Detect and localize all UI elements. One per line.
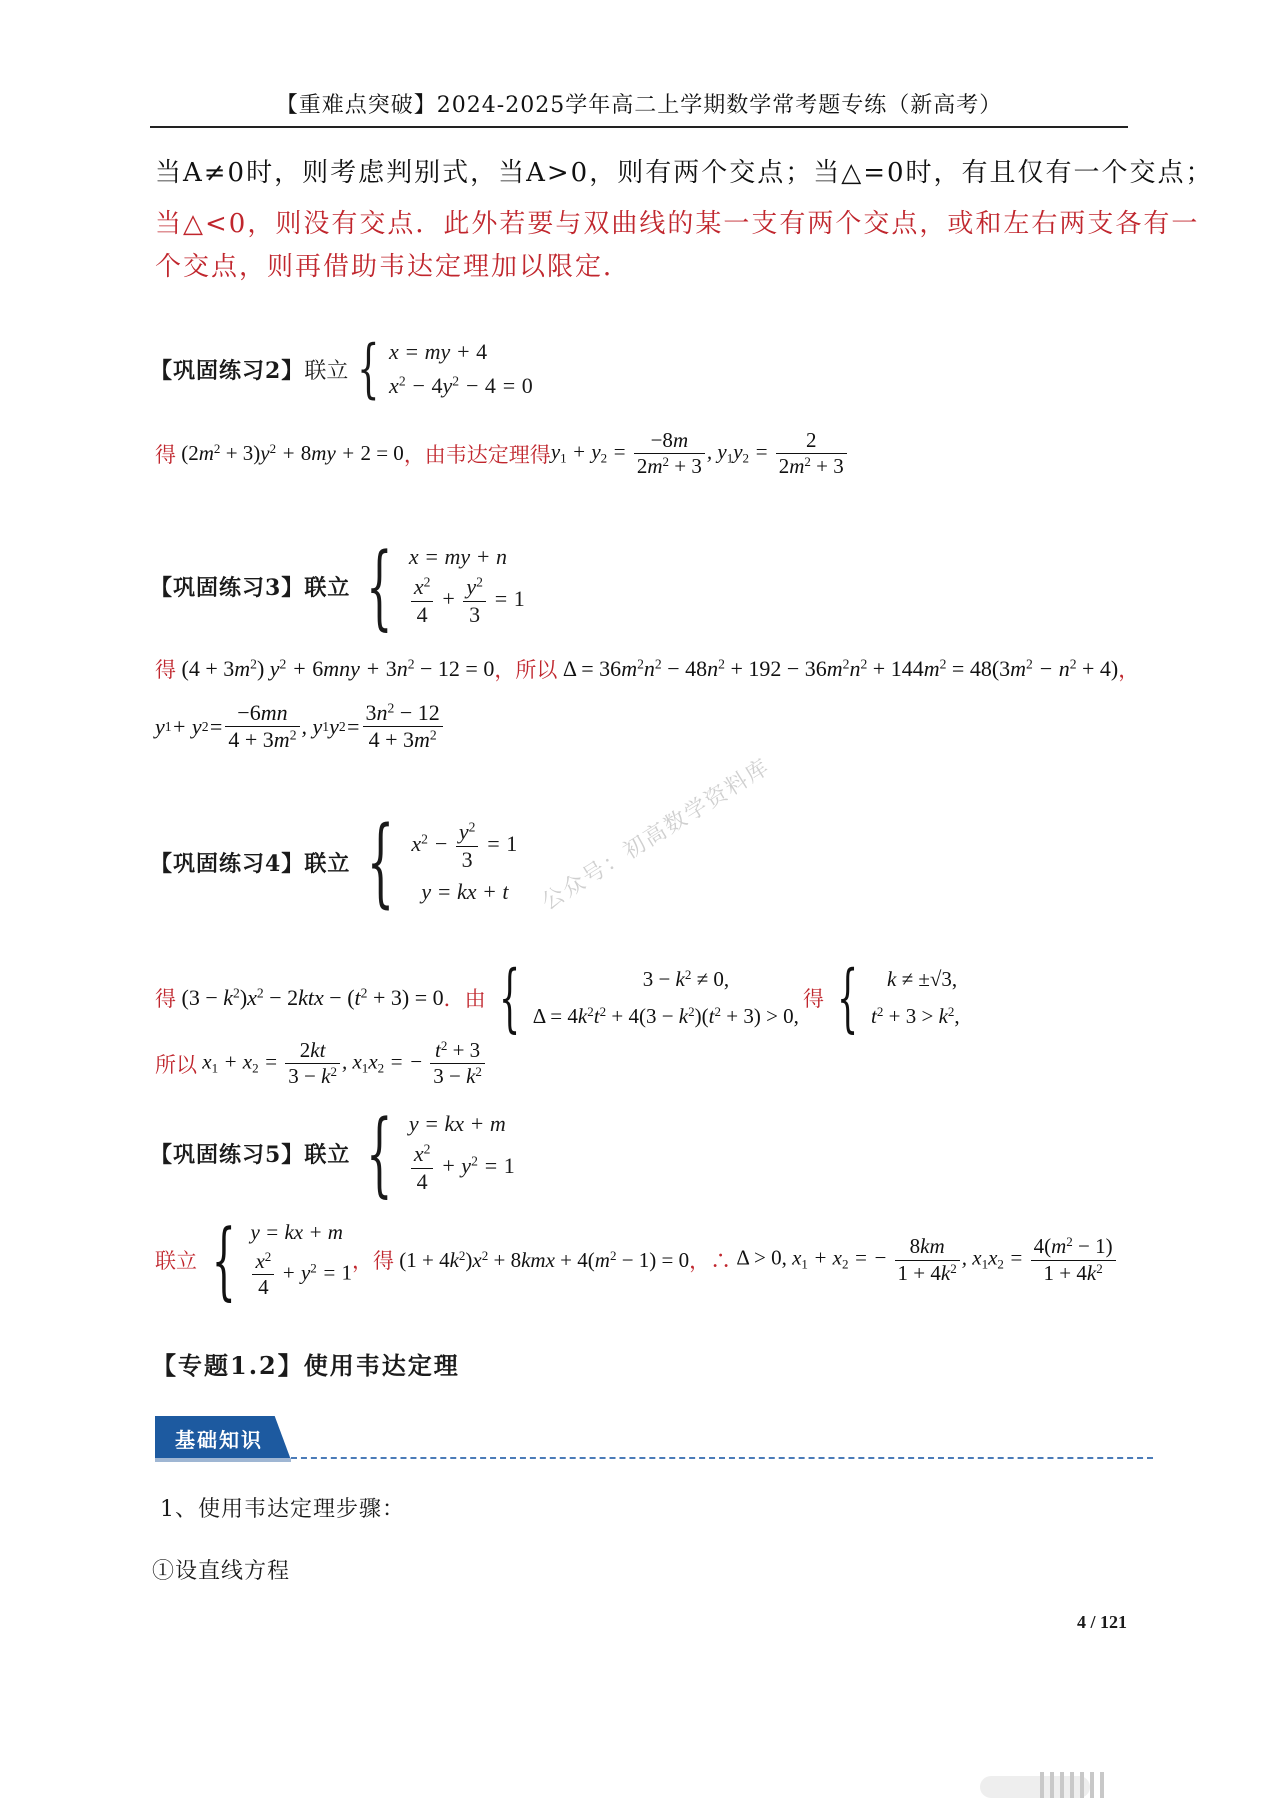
brace-icon: { — [367, 806, 395, 918]
dashed-divider — [291, 1457, 1153, 1459]
quadratic-eq: $(4 + 3m^2)$ $y^2 + 6mny + 3n^2 - 12 = 0$ — [181, 656, 495, 681]
de-text-2: 得 — [802, 987, 824, 1011]
intro-line-3: 个交点，则再借助韦达定理加以限定． — [155, 252, 632, 282]
suoyi-text: 所以 — [155, 1052, 197, 1077]
result-system: k ≠ ±√3, $t^2 + 3 > k^2$, — [871, 967, 960, 1028]
step-heading: 1、使用韦达定理步骤： — [160, 1497, 405, 1522]
lianli-text: 联立 — [155, 1249, 197, 1273]
page-number: 4 / 121 — [1076, 1612, 1127, 1632]
condition-system: $3 - k^2 \ne 0$, $\Delta = 4k^2t^2 + 4(3 - k^2)(t^2 + 3) > 0$, — [532, 966, 799, 1028]
brace-icon: { — [836, 955, 859, 1041]
exercise-4-vieta — [155, 1038, 487, 1089]
exercise-5-label: 【巩固练习5】 — [150, 1141, 305, 1168]
discriminant: $\Delta = 36m^2n^2 - 48n^2 + 192 - 36m^2n^2 + 144m^2 = 48(3m^2 - n^2 + 4)$ — [562, 656, 1119, 681]
intro-line-2: 当△<0，则没有交点．此外若要与双曲线的某一支有两个交点，或和左右两支各有一 — [155, 209, 1200, 239]
brace-icon: { — [366, 532, 393, 640]
exercise-3-label: 【巩固练习3】 — [150, 574, 305, 601]
system-equations: x = my + n $\frac{x^2}{4}$ + $\frac{y^2}{3}$ = 1 — [408, 544, 525, 627]
intro-line-1: 当A≠0时，则考虑判别式，当A>0，则有两个交点；当△=0时，有且仅有一个交点； — [155, 158, 1214, 188]
de-text: ，得 — [351, 1249, 394, 1273]
exercise-3-lianli: 联立 — [304, 574, 351, 601]
brace-icon: { — [366, 1099, 393, 1207]
exercise-4-label: 【巩固练习4】 — [150, 850, 305, 877]
step-1: ①设直线方程 — [152, 1559, 291, 1584]
exercise-5-system — [150, 1098, 515, 1208]
watermark: 公众号：初高数学资料库 — [537, 754, 775, 916]
exercise-3-system — [150, 530, 525, 642]
system-equations: $x^2$ − $\frac{y^2}{3}$ = 1 y = kx + t — [411, 819, 518, 904]
brace-icon: { — [211, 1211, 236, 1309]
header-rule — [150, 126, 1128, 128]
exercise-5-lianli: 联立 — [304, 1141, 351, 1168]
system-equations: y = kx + m $\frac{x^2}{4}$ + $y^2 = 1$ — [250, 1219, 352, 1299]
section-title: 【专题1.2】使用韦达定理 — [152, 1351, 460, 1380]
exercise-4-system — [150, 806, 517, 918]
exercise-4-lianli: 联立 — [304, 850, 351, 877]
de-text: 得 — [155, 442, 176, 467]
logo-bars-icon — [1040, 1772, 1104, 1798]
exercise-2-system — [150, 330, 533, 408]
brace-icon: { — [498, 955, 520, 1041]
quadratic-eq: $(2m^2 + 3)y^2 + 8my + 2 = 0$ — [181, 441, 404, 466]
tab-shadow — [155, 1458, 291, 1462]
system-equations: y = kx + m $\frac{x^2}{4}$ + $y^2 = 1$ — [408, 1111, 515, 1194]
quadratic-eq: $(3 - k^2)x^2 - 2ktx - (t^2 + 3) = 0$ — [181, 985, 444, 1010]
de-text: 得 — [155, 658, 176, 682]
de-text: 得 — [155, 987, 176, 1011]
system-equations: x = my + 4 $x^2 - 4y^2 - 4 = 0$ — [389, 339, 533, 398]
vieta-formulas: $y_1 + y_2$ = $\frac{-8m}{2m^2 + 3}$ , $y_1y_2$ = $\frac{2}{2m^2 + 3}$ — [551, 428, 849, 479]
vieta-text: ，由韦达定理得 — [403, 442, 551, 467]
section-tab-label: 基础知识 — [175, 1428, 263, 1452]
page-header: 【重难点突破】2024-2025学年高二上学期数学常考题专练（新高考） — [275, 93, 1003, 118]
exercise-4-result: 得 $(3 - k^2)x^2 - 2ktx - (t^2 + 3) = 0$ ． 由 { $3 - k^2 \ne 0$, $\Delta = 4k^2t^2 + 4(3 - k^2)(t^2 + 3) > 0$, 得 { k ≠ ±√3, $t^2 + 3 > k^2$, — [155, 955, 960, 1041]
exercise-3-result: 得 $(4 + 3m^2)$ $y^2 + 6mny + 3n^2 - 12 = 0$ ，所以 $\Delta = 36m^2n^2 - 48n^2 + 192 - 36m^2n^2 + 144m^2 = 48(3m^2 - n^2 + 4)$ ， — [155, 656, 1140, 682]
exercise-5-result — [155, 1210, 1118, 1310]
vieta-formulas: $x_1 + x_2$ = $\frac{2kt}{3 - k^2}$ , $x_1x_2$ = − $\frac{t^2 + 3}{3 - k^2}$ — [197, 1038, 487, 1089]
therefore-text: ，∴ — [689, 1249, 732, 1273]
exercise-2-lianli: 联立 — [304, 358, 349, 384]
quadratic-eq: $(1 + 4k^2)x^2 + 8kmx + 4(m^2 - 1) = 0$ — [399, 1247, 690, 1272]
vieta-formulas: Δ > 0, $x_1 + x_2$ = − $\frac{8km}{1 + 4k^2}$ , $x_1x_2$ = $\frac{4(m^2 - 1)}{1 + 4k^2}$ — [731, 1234, 1117, 1285]
suoyi-text: ，所以 — [494, 658, 558, 682]
exercise-2-result — [155, 428, 849, 479]
exercise-2-label: 【巩固练习2】 — [150, 357, 305, 384]
brace-icon: { — [357, 332, 380, 406]
exercise-3-vieta: y 1 + y 2 = $\frac{-6mn}{4 + 3m^2}$ , y 1 y 2 = $\frac{3n^2 - 12}{4 + 3m^2}$ — [155, 700, 445, 754]
you-text: 由 — [464, 987, 486, 1011]
